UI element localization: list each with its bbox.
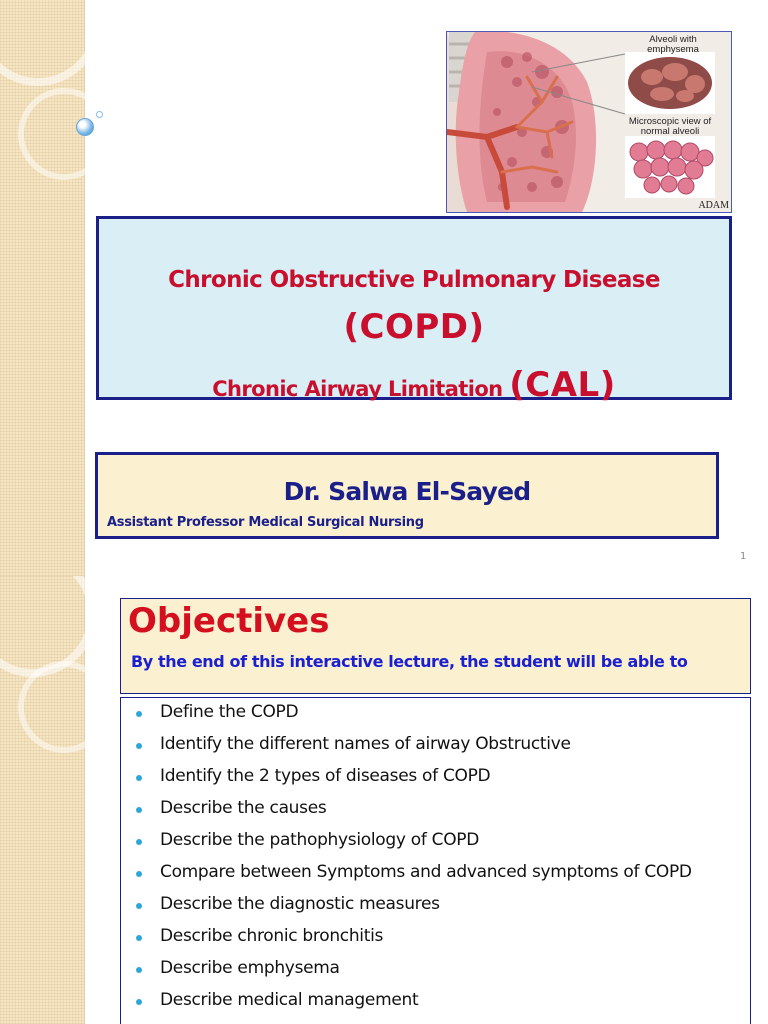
bubble-ornament-icon — [96, 111, 103, 118]
page-number: 1 — [740, 551, 747, 562]
bubble-ornament-icon — [76, 118, 94, 136]
decorative-sidebar — [0, 0, 85, 576]
decorative-ring — [0, 0, 101, 86]
bullet-icon — [136, 871, 142, 877]
objectives-subheading: By the end of this interactive lecture, the student will be able to — [131, 652, 688, 671]
adam-logo: ADAM — [698, 200, 729, 211]
decorative-ring — [18, 661, 110, 753]
emphysema-label: Alveoli with emphysema — [647, 34, 699, 55]
decorative-ring — [18, 88, 110, 180]
title-abbreviation-copd: (COPD) — [343, 307, 485, 347]
lung-alveoli-illustration — [446, 31, 732, 213]
title-abbreviation-cal: (CAL) — [509, 365, 616, 405]
bullet-icon — [136, 967, 142, 973]
title-line-1: Chronic Obstructive Pulmonary Disease — [168, 267, 660, 293]
objectives-header-box — [120, 598, 751, 694]
bullet-icon — [136, 839, 142, 845]
objectives-heading: Objectives — [128, 601, 330, 641]
bullet-icon — [136, 807, 142, 813]
bullet-icon — [136, 711, 142, 717]
slide-2 — [0, 576, 768, 1024]
title-line-3 — [99, 365, 729, 405]
decorative-sidebar — [0, 576, 85, 1024]
objectives-list-box: Define the COPD Identify the different names of airway Obstructive Identify the 2 types of diseases of COPD Describe the causes Describe the pathophysiology of COPD Compare between Symptoms and advanced symptoms of COPD Describe the diagnostic measures Describe chronic bronchitis Describe emphysema Describe medical management — [120, 697, 751, 1024]
bullet-icon — [136, 743, 142, 749]
bullet-icon — [136, 903, 142, 909]
bullet-icon — [136, 999, 142, 1005]
bullet-icon — [136, 775, 142, 781]
author-role: Assistant Professor Medical Surgical Nursing — [107, 515, 424, 530]
decorative-ring — [0, 576, 96, 677]
author-name: Dr. Salwa El-Sayed — [283, 477, 531, 506]
normal-alveoli-label: Microscopic view of normal alveoli — [628, 116, 712, 137]
title-box — [96, 216, 732, 405]
title-line-3-text: Chronic Airway Limitation — [212, 377, 503, 401]
bullet-icon — [136, 935, 142, 941]
author-box — [95, 452, 719, 539]
